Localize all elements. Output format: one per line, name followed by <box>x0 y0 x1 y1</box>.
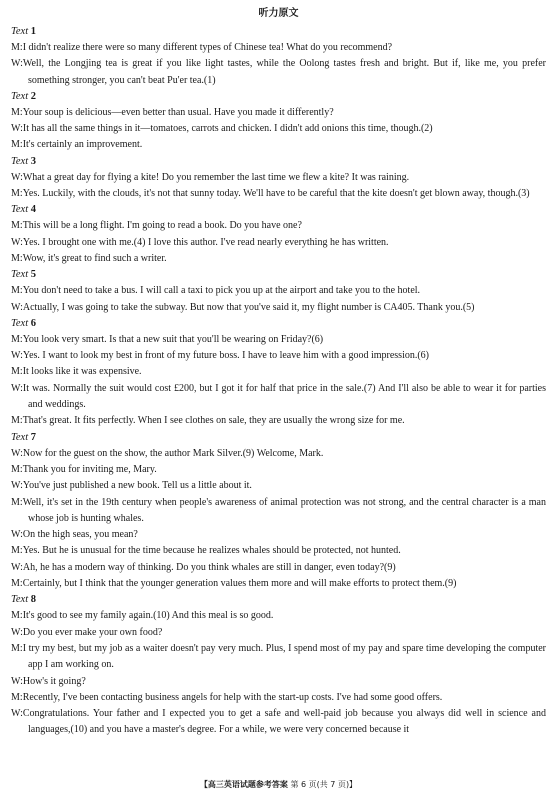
dialogue-line <box>11 576 546 592</box>
footer-page-number: 第 6 页(共 7 页)】 <box>290 780 358 789</box>
speaker-label: W <box>11 301 21 313</box>
dialogue-line <box>11 40 546 56</box>
speaker-label: W <box>11 350 21 362</box>
text-label-number: 7 <box>30 431 36 443</box>
dialogue-line <box>11 283 546 299</box>
text-label-number: 3 <box>30 155 36 167</box>
speaker-colon: : <box>19 106 23 118</box>
dialogue-line <box>11 625 546 641</box>
speaker-colon: : <box>20 675 23 687</box>
dialogue-line <box>11 170 546 186</box>
speaker-label: W <box>11 626 21 638</box>
dialogue-line <box>11 495 546 528</box>
line-text: Actually, I was going to take the subway. But now that you've said it, my flight number is CA405. Thank you.(5) <box>22 301 475 313</box>
text-label-number: 1 <box>30 26 36 37</box>
dialogue-line <box>11 527 546 543</box>
line-text: Yes. I want to look my best in front of my future boss. I have to leave him with a good impression.(6) <box>22 350 430 362</box>
dialogue-line <box>11 218 546 234</box>
speaker-colon: : <box>20 58 23 70</box>
text-label <box>11 154 546 170</box>
speaker-colon: : <box>20 350 23 362</box>
speaker-colon: : <box>20 480 23 492</box>
speaker-label: W <box>11 561 21 573</box>
page-footer <box>0 779 557 790</box>
dialogue-line <box>11 137 546 153</box>
speaker-colon: : <box>19 220 23 232</box>
speaker-colon: : <box>19 42 23 53</box>
speaker-colon: : <box>20 236 23 248</box>
dialogue-line <box>11 462 546 478</box>
footer-exam-title: 【高三英语试题参考答案 <box>199 780 288 789</box>
dialogue-line <box>11 348 546 364</box>
dialogue-line <box>11 105 546 121</box>
speaker-label: W <box>11 123 21 135</box>
dialogue-line <box>11 235 546 251</box>
speaker-label: M <box>11 106 20 118</box>
speaker-label: M <box>11 139 20 151</box>
dialogue-line <box>11 690 546 706</box>
line-text: It's good to see my family again.(10) And this meal is so good. <box>22 610 274 622</box>
text-label <box>11 430 546 446</box>
line-text: I try my best, but my job as a waiter doesn't pay very much. Plus, I spend most of my pay and spare time developing the computer app I am working on. <box>22 642 546 671</box>
line-text: Yes. I brought one with me.(4) I love this author. I've read nearly everything he has written. <box>22 236 389 248</box>
line-text: You look very smart. Is that a new suit that you'll be wearing on Friday?(6) <box>22 333 324 345</box>
speaker-label: M <box>11 642 20 654</box>
speaker-label: M <box>11 42 20 53</box>
line-text: On the high seas, you mean? <box>22 529 138 541</box>
line-text: You don't need to take a bus. I will call a taxi to pick you up at the airport and take you to the hotel. <box>22 285 421 297</box>
speaker-label: W <box>11 675 21 687</box>
speaker-label: M <box>11 220 20 232</box>
speaker-colon: : <box>19 545 23 557</box>
speaker-colon: : <box>19 415 23 427</box>
speaker-colon: : <box>19 366 23 378</box>
line-text: Ah, he has a modern way of thinking. Do you think whales are still in danger, even today?(9) <box>22 561 396 573</box>
speaker-label: W <box>11 171 21 183</box>
dialogue-line <box>11 364 546 380</box>
speaker-colon: : <box>19 285 23 297</box>
speaker-label: M <box>11 252 20 264</box>
line-text: What a great day for flying a kite! Do you remember the last time we flew a kite? It was raining. <box>22 171 410 183</box>
text-label-word: Text <box>11 26 29 37</box>
dialogue-line <box>11 674 546 690</box>
speaker-label: W <box>11 708 21 720</box>
speaker-label: W <box>11 58 21 70</box>
speaker-colon: : <box>19 578 23 590</box>
speaker-colon: : <box>20 529 23 541</box>
speaker-label: W <box>11 382 21 394</box>
dialogue-line <box>11 446 546 462</box>
speaker-colon: : <box>19 691 23 703</box>
speaker-label: M <box>11 366 20 378</box>
text-label <box>11 316 546 332</box>
text-label-word: Text <box>11 594 29 606</box>
text-label-number: 5 <box>30 269 36 281</box>
dialogue-line <box>11 706 546 739</box>
speaker-colon: : <box>19 642 23 654</box>
text-label <box>11 24 546 40</box>
line-text: Your soup is delicious—even better than usual. Have you made it differently? <box>22 106 334 118</box>
line-text: It looks like it was expensive. <box>22 366 142 378</box>
speaker-colon: : <box>19 333 23 345</box>
speaker-label: W <box>11 529 21 541</box>
speaker-colon: : <box>19 252 23 264</box>
speaker-colon: : <box>20 171 23 183</box>
dialogue-line <box>11 332 546 348</box>
dialogue-line <box>11 300 546 316</box>
dialogue-line <box>11 121 546 137</box>
line-text: It has all the same things in it—tomatoes, carrots and chicken. I didn't add onions this time, though.(2) <box>22 123 433 135</box>
line-text: Congratulations. Your father and I expected you to get a safe and well-paid job because you always did well in science and languages,(10) and you have a master's degree. For a while, we were very concerned because it <box>22 708 546 736</box>
speaker-colon: : <box>20 626 23 638</box>
dialogue-line <box>11 543 546 559</box>
speaker-label: M <box>11 496 20 508</box>
text-label-word: Text <box>11 317 29 329</box>
speaker-colon: : <box>19 496 23 508</box>
text-label-number: 6 <box>30 317 36 329</box>
dialogue-line <box>11 251 546 267</box>
dialogue-line <box>11 381 546 414</box>
text-label <box>11 202 546 218</box>
text-label-number: 8 <box>30 594 36 606</box>
speaker-label: M <box>11 463 20 475</box>
text-label-number: 4 <box>30 204 36 216</box>
speaker-label: M <box>11 545 20 557</box>
speaker-colon: : <box>20 301 23 313</box>
text-label-word: Text <box>11 269 29 281</box>
dialogue-line <box>11 186 546 202</box>
line-text: You've just published a new book. Tell us a little about it. <box>22 480 252 492</box>
text-label-number: 2 <box>30 90 36 102</box>
speaker-label: M <box>11 578 20 590</box>
speaker-label: M <box>11 333 20 345</box>
speaker-label: M <box>11 691 20 703</box>
speaker-colon: : <box>19 139 23 151</box>
text-label-word: Text <box>11 155 29 167</box>
speaker-colon: : <box>20 561 23 573</box>
speaker-colon: : <box>19 610 23 622</box>
speaker-label: W <box>11 480 21 492</box>
page-title: 听力原文 <box>258 8 299 19</box>
text-label <box>11 89 546 105</box>
line-text: It was. Normally the suit would cost £200, but I got it for half that price in the sale.(7) And I'll also be able to wear it for parties and weddings. <box>22 382 546 411</box>
speaker-colon: : <box>20 708 23 720</box>
line-text: Do you ever make your own food? <box>22 626 163 638</box>
speaker-colon: : <box>20 123 23 135</box>
transcript-body <box>11 24 546 739</box>
line-text: Thank you for inviting me, Mary. <box>22 463 157 475</box>
dialogue-line <box>11 641 546 674</box>
dialogue-line <box>11 478 546 494</box>
speaker-colon: : <box>20 447 23 459</box>
line-text: Yes. But he is unusual for the time because he realizes whales should be protected, not hunted. <box>22 545 401 557</box>
text-label-word: Text <box>11 431 29 443</box>
line-text: Well, it's set in the 19th century when people's awareness of animal protection was not strong, and the central character is a man whose job is hunting whales. <box>22 496 546 524</box>
speaker-label: W <box>11 236 21 248</box>
text-label <box>11 592 546 608</box>
line-text: This will be a long flight. I'm going to read a book. Do you have one? <box>22 220 302 232</box>
line-text: I didn't realize there were so many different types of Chinese tea! What do you recommend? <box>22 42 393 53</box>
line-text: That's great. It fits perfectly. When I see clothes on sale, they are usually the wrong size for me. <box>22 415 405 427</box>
speaker-label: M <box>11 285 20 297</box>
speaker-colon: : <box>19 188 23 200</box>
dialogue-line <box>11 560 546 576</box>
dialogue-line <box>11 56 546 89</box>
line-text: Now for the guest on the show, the author Mark Silver.(9) Welcome, Mark. <box>22 447 324 459</box>
line-text: Yes. Luckily, with the clouds, it's not that sunny today. We'll have to be careful that the kite doesn't get blown away, though.(3) <box>22 188 530 200</box>
text-label-word: Text <box>11 204 29 216</box>
speaker-label: M <box>11 415 20 427</box>
speaker-label: M <box>11 188 20 200</box>
line-text: Well, the Longjing tea is great if you like light tastes, while the Oolong tastes fresh and bright. But if, like me, you prefer something stronger, you can't beat Pu'er tea.(1) <box>22 58 546 86</box>
line-text: Recently, I've been contacting business angels for help with the start-up costs. I've had some good offers. <box>22 691 443 703</box>
text-label <box>11 267 546 283</box>
line-text: Wow, it's great to find such a writer. <box>22 252 167 264</box>
text-label-word: Text <box>11 90 29 102</box>
speaker-label: M <box>11 610 20 622</box>
dialogue-line <box>11 413 546 429</box>
dialogue-line <box>11 608 546 624</box>
line-text: How's it going? <box>22 675 86 687</box>
line-text: Certainly, but I think that the younger generation values them more and will make efforts to protect them.(9) <box>22 578 457 590</box>
speaker-label: W <box>11 447 21 459</box>
speaker-colon: : <box>19 463 23 475</box>
speaker-colon: : <box>20 382 23 394</box>
line-text: It's certainly an improvement. <box>22 139 143 151</box>
